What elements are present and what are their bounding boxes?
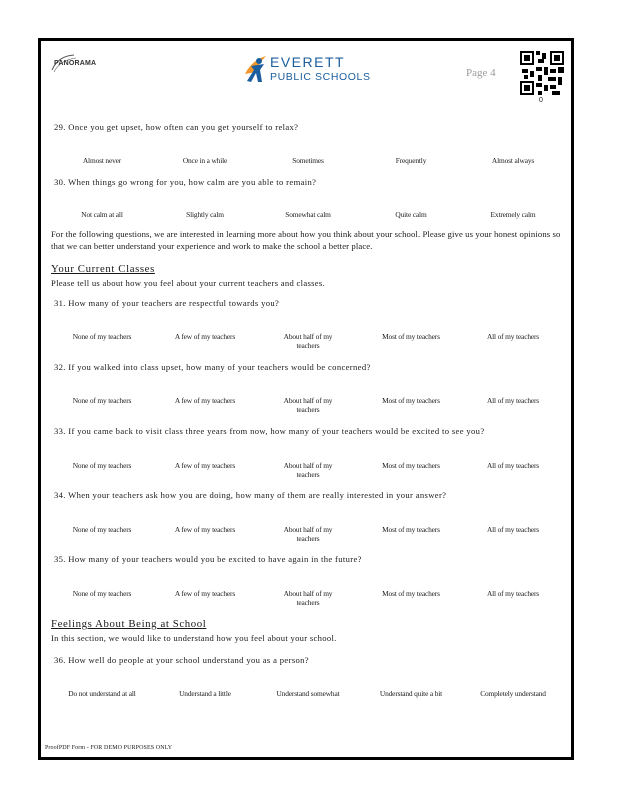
q30-option-1[interactable]: Not calm at all (81, 210, 123, 219)
q31-option-4[interactable]: Most of my teachers (382, 332, 440, 341)
q29-option-4[interactable]: Frequently (395, 156, 427, 165)
q33-option-2[interactable]: A few of my teachers (174, 461, 236, 470)
question-33: 33. If you came back to visit class three years from now, how many of your teachers would be excited to see you? (54, 426, 485, 436)
qr-code (520, 51, 564, 95)
q35-option-3[interactable]: About half of my teachers (283, 589, 333, 607)
question-35: 35. How many of your teachers would you be excited to have again in the future? (54, 554, 362, 564)
panorama-label: PANORAMA (54, 60, 97, 67)
q33-option-1[interactable]: None of my teachers (72, 461, 132, 470)
q30-option-2[interactable]: Slightly calm (186, 210, 224, 219)
question-32: 32. If you walked into class upset, how many of your teachers would be concerned? (54, 362, 371, 372)
q30-option-3[interactable]: Somewhat calm (285, 210, 331, 219)
q36-option-3[interactable]: Understand somewhat (276, 689, 340, 698)
q31-option-1[interactable]: None of my teachers (72, 332, 132, 341)
q31-option-3[interactable]: About half of my teachers (283, 332, 333, 350)
q29-option-3[interactable]: Sometimes (292, 156, 324, 165)
q35-option-4[interactable]: Most of my teachers (382, 589, 440, 598)
q36-option-2[interactable]: Understand a little (179, 689, 231, 698)
section-title-feelings-about-school: Feelings About Being at School (51, 618, 207, 630)
question-31: 31. How many of your teachers are respectful towards you? (54, 298, 280, 308)
page-number: Page 4 (466, 67, 496, 79)
question-30: 30. When things go wrong for you, how calm are you able to remain? (54, 177, 317, 187)
q35-option-5[interactable]: All of my teachers (486, 589, 540, 598)
question-36: 36. How well do people at your school understand you as a person? (54, 655, 309, 665)
section-description-current-classes: Please tell us about how you feel about your current teachers and classes. (51, 278, 325, 288)
q29-option-2[interactable]: Once in a while (182, 156, 228, 165)
q35-option-2[interactable]: A few of my teachers (174, 589, 236, 598)
q32-option-4[interactable]: Most of my teachers (382, 396, 440, 405)
q34-option-1[interactable]: None of my teachers (72, 525, 132, 534)
q35-option-1[interactable]: None of my teachers (72, 589, 132, 598)
q31-option-2[interactable]: A few of my teachers (174, 332, 236, 341)
demo-footer: ProofPDF Form - FOR DEMO PURPOSES ONLY (45, 745, 173, 751)
qr-code-icon (520, 51, 564, 95)
q32-option-2[interactable]: A few of my teachers (174, 396, 236, 405)
q34-option-2[interactable]: A few of my teachers (174, 525, 236, 534)
intro-paragraph: For the following questions, we are interested in learning more about how you think about your school. Please give us your honest opinions so that we can better understand your experience and work to make the school a better place. (51, 229, 561, 251)
q29-option-1[interactable]: Almost never (82, 156, 122, 165)
question-34: 34. When your teachers ask how you are doing, how many of them are really interested in your answer? (54, 490, 447, 500)
panorama-arc-icon (48, 52, 120, 82)
q36-option-4[interactable]: Understand quite a bit (379, 689, 443, 698)
q29-option-5[interactable]: Almost always (491, 156, 535, 165)
q32-option-1[interactable]: None of my teachers (72, 396, 132, 405)
q34-option-4[interactable]: Most of my teachers (382, 525, 440, 534)
q34-option-5[interactable]: All of my teachers (486, 525, 540, 534)
panorama-logo (48, 52, 120, 82)
qr-number: 0 (539, 97, 543, 104)
q33-option-5[interactable]: All of my teachers (486, 461, 540, 470)
q36-option-1[interactable]: Do not understand at all (68, 689, 136, 698)
district-name-line2: PUBLIC SCHOOLS (270, 71, 371, 83)
q30-option-4[interactable]: Quite calm (395, 210, 427, 219)
district-figure-icon (242, 52, 270, 86)
q36-option-5[interactable]: Completely understand (480, 689, 546, 698)
q32-option-5[interactable]: All of my teachers (486, 396, 540, 405)
district-logo (242, 52, 382, 86)
q34-option-3[interactable]: About half of my teachers (283, 525, 333, 543)
q30-option-5[interactable]: Extremely calm (490, 210, 536, 219)
q33-option-3[interactable]: About half of my teachers (283, 461, 333, 479)
question-29: 29. Once you get upset, how often can you get yourself to relax? (54, 122, 299, 132)
section-title-current-classes: Your Current Classes (51, 263, 155, 275)
q32-option-3[interactable]: About half of my teachers (283, 396, 333, 414)
q31-option-5[interactable]: All of my teachers (486, 332, 540, 341)
district-name-line1: EVERETT (270, 54, 346, 70)
section-description-feelings-about-school: In this section, we would like to understand how you feel about your school. (51, 633, 337, 643)
q33-option-4[interactable]: Most of my teachers (382, 461, 440, 470)
